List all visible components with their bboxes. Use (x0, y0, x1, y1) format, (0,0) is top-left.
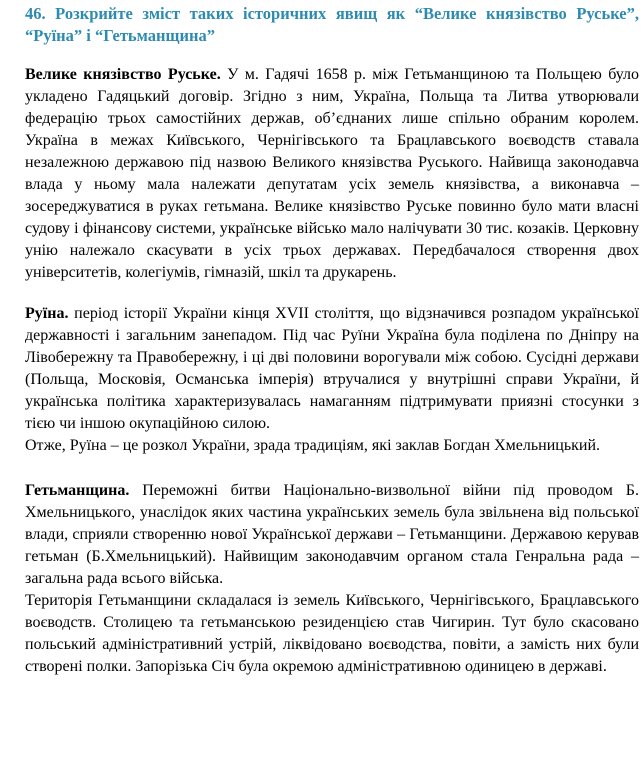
section-ruina (25, 303, 639, 435)
section-hetmanshchyna (25, 480, 639, 590)
paragraph-gap (25, 457, 639, 480)
paragraph-gap (25, 284, 639, 303)
hetmanshchyna-text: Переможні битви Національно-визвольної війни під проводом Б. Хмельницького, унаслідок яких частина українських земель була звільнена від польської влади, сприяли створенню нової Української держави – Гетьманщини. Державою керував гетьман (Б.Хмельницький). Найвищим законодавчим органом стала Генральна рада – загальна рада всього війська. (25, 482, 639, 587)
ruina-conclusion: Отже, Руїна – це розкол України, зрада традиціям, які заклав Богдан Хмельницький. (25, 437, 601, 454)
velyke-kniazivstvo-text: У м. Гадячі 1658 р. між Гетьманщиною та Польщею було укладено Гадяцький договір. Згідно з ним, Україна, Польща та Литва утворювали федерацію трьох самостійних держав, об’єднаних лише спільно обраним королем. Україна в межах Київського, Чернігівського та Брацлавського воєводств ставала незалежною державою під назвою Великого князівства Руського. Найвища законодавча влада у ньому мала належати депутатам усіх земель князівства, а виконавча – зосереджуватися в руках гетьмана. Велике князівство Руське повинно було мати власні судову і фінансову системи, українське військо мало налічувати 30 тис. козаків. Церковну унію належало скасувати в усіх трьох державах. Передбачалося створення двох університетів, колегіумів, гімназій, шкіл та друкарень. (25, 66, 640, 281)
term-velyke-kniazivstvo: Велике князівство Руське. (25, 66, 221, 83)
question-heading: 46. Розкрийте зміст таких історичних явищ як “Велике князівство Руське”, “Руїна” і “Гетьманщина” (25, 4, 639, 45)
term-hetmanshchyna: Гетьманщина. (25, 482, 130, 499)
section-velyke-kniazivstvo (25, 64, 639, 284)
ruina-text: період історії України кінця XVII століття, що відзначився розпадом української державності і загальним занепадом. Під час Руїни Україна була поділена по Дніпру на Лівобережну та Правобережну, і ці дві половини ворогували між собою. Сусідні держави (Польща, Московія, Османська імперія) втручалися у внутрішні справи України, й українська політика характеризувалась намаганням підтримувати приязні стосунки з тією чи іншою окупаційною силою. (25, 305, 639, 432)
hetmanshchyna-territory: Територія Гетьманщини складалася із земель Київського, Чернігівського, Брацлавського воєводств. Столицею та гетьманською резиденцією став Чигирин. Тут було скасовано польський адміністративний устрій, ліквідовано воєводства, повіти, а замість них були створені полки. Запорізька Січ була окремою адміністративною одиницею в державі. (25, 592, 639, 675)
term-ruina: Руїна. (25, 305, 69, 322)
